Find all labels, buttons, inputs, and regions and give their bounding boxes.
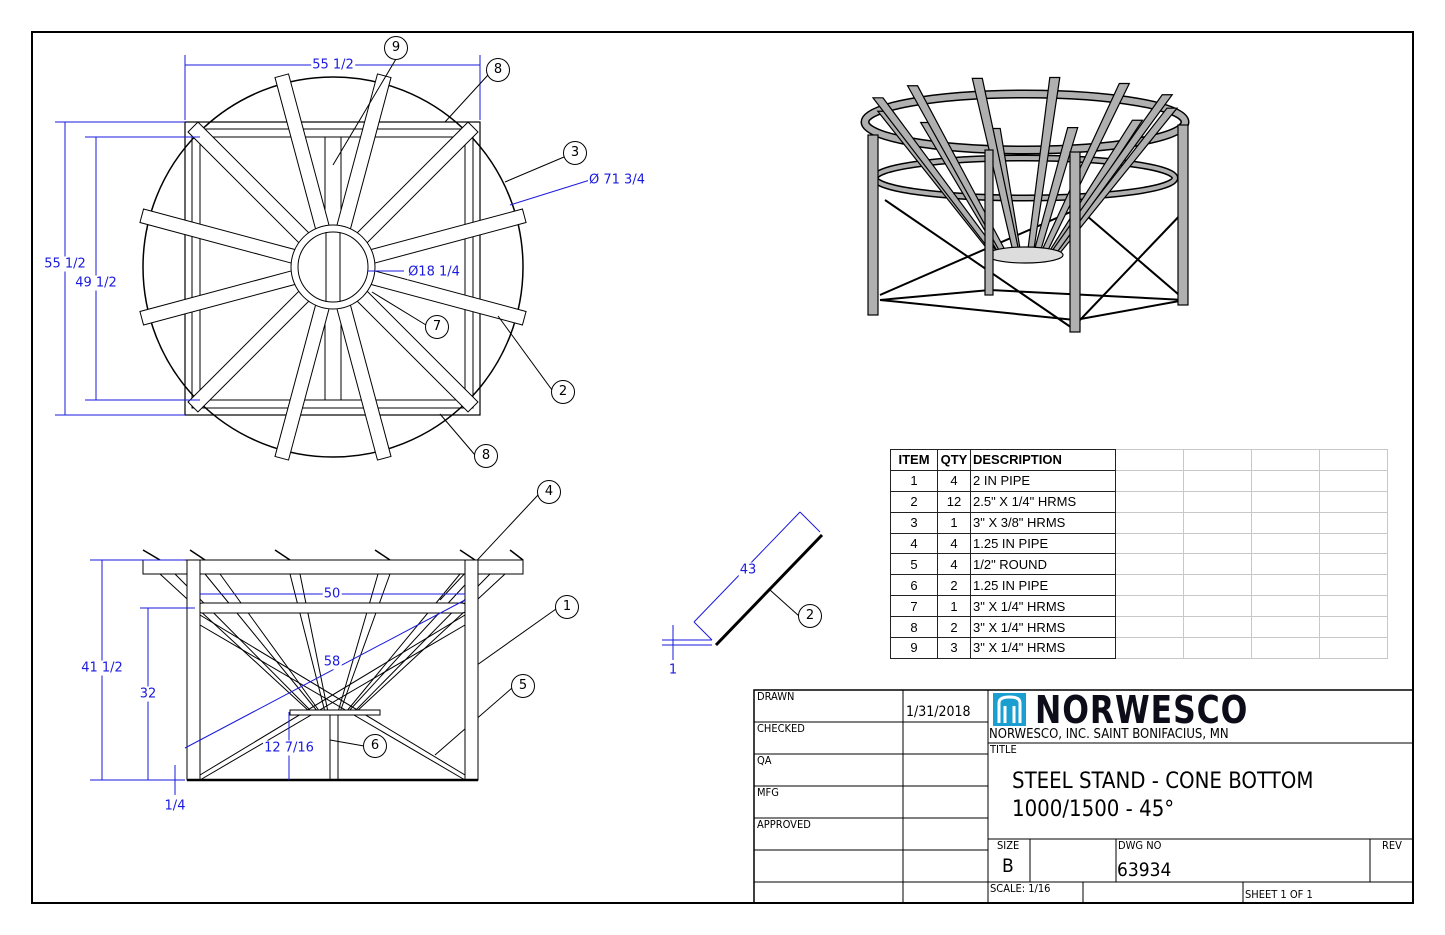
isometric-view (865, 78, 1188, 332)
bom-cell-desc: 1.25 IN PIPE (971, 575, 1116, 596)
bom-cell-qty: 3 (938, 638, 971, 659)
dim-ring-diameter: Ø 71 3/4 (589, 172, 645, 188)
bom-cell-qty: 12 (938, 491, 971, 512)
bom-cell-qty: 2 (938, 575, 971, 596)
balloon-2: 2 (798, 604, 822, 628)
dwg-no-label: DWG NO (1118, 839, 1162, 852)
dim-diagonal: 58 (323, 654, 341, 670)
bom-cell-qty: 4 (938, 470, 971, 491)
bom-cell-item: 8 (891, 617, 938, 638)
bill-of-materials (890, 449, 1388, 659)
bom-cell-desc: 3" X 1/4" HRMS (971, 596, 1116, 617)
bom-cell-desc: 1.25 IN PIPE (971, 533, 1116, 554)
balloon-4: 4 (537, 480, 561, 504)
bom-header-item: ITEM (891, 450, 938, 471)
bom-row (891, 470, 1388, 491)
drawing-title-line2: 1000/1500 - 45° (1012, 797, 1175, 822)
qa-label: QA (757, 754, 772, 767)
detail-view (662, 512, 822, 660)
drawn-date: 1/31/2018 (906, 704, 971, 720)
dim-plate-thickness: 1/4 (164, 798, 186, 814)
balloon-3: 3 (563, 141, 587, 165)
bom-header-qty: QTY (938, 450, 971, 471)
title-label: TITLE (990, 743, 1017, 756)
iso-spoke (972, 78, 1018, 249)
bom-row (891, 596, 1388, 617)
dim-square-height: 55 1/2 (44, 256, 86, 272)
bom-cell-item: 2 (891, 491, 938, 512)
norwesco-logo-mark (993, 693, 1026, 726)
approved-label: APPROVED (757, 818, 811, 831)
bom-cell-item: 5 (891, 554, 938, 575)
bom-cell-desc: 3" X 3/8" HRMS (971, 512, 1116, 533)
balloon-8: 8 (474, 444, 498, 468)
bom-cell-qty: 4 (938, 554, 971, 575)
bom-cell-desc: 1/2" ROUND (971, 554, 1116, 575)
drawn-label: DRAWN (757, 690, 795, 703)
bom-row (891, 554, 1388, 575)
dim-spoke-length: 43 (739, 562, 757, 578)
dim-ring-height: 32 (139, 686, 157, 702)
bom-cell-desc: 3" X 1/4" HRMS (971, 617, 1116, 638)
bom-cell-qty: 1 (938, 512, 971, 533)
bom-row (891, 617, 1388, 638)
bom-cell-item: 4 (891, 533, 938, 554)
company-address: NORWESCO, INC. SAINT BONIFACIUS, MN (989, 727, 1229, 742)
dim-inner-height: 49 1/2 (75, 275, 117, 291)
dim-square-width: 55 1/2 (312, 57, 354, 73)
top-view (140, 74, 526, 460)
bom-cell-desc: 2.5" X 1/4" HRMS (971, 491, 1116, 512)
mfg-label: MFG (757, 786, 779, 799)
bom-row (891, 491, 1388, 512)
balloon-2: 2 (551, 380, 575, 404)
dim-hub-diameter: Ø18 1/4 (408, 264, 460, 280)
dwg-no: 63934 (1117, 859, 1172, 881)
rev-label: REV (1382, 839, 1402, 852)
bom-header-row (891, 450, 1388, 471)
bom-cell-item: 1 (891, 470, 938, 491)
checked-label: CHECKED (757, 722, 805, 735)
bom-cell-desc: 3" X 1/4" HRMS (971, 638, 1116, 659)
dim-overall-height: 41 1/2 (81, 660, 123, 676)
dim-spoke-thickness: 1 (668, 662, 678, 678)
balloon-8: 8 (486, 58, 510, 82)
company-logo-text: NORWESCO (1035, 688, 1249, 732)
bom-header-description: DESCRIPTION (971, 450, 1116, 471)
size-label: SIZE (997, 839, 1020, 852)
bom-row (891, 512, 1388, 533)
bom-cell-item: 6 (891, 575, 938, 596)
sheet-number: SHEET 1 OF 1 (1245, 888, 1313, 901)
balloon-9: 9 (384, 36, 408, 60)
bom-cell-qty: 4 (938, 533, 971, 554)
bom-row (891, 575, 1388, 596)
size-value: B (1002, 855, 1014, 877)
balloon-6: 6 (363, 734, 387, 758)
bom-cell-item: 7 (891, 596, 938, 617)
balloon-5: 5 (511, 674, 535, 698)
bom-cell-qty: 1 (938, 596, 971, 617)
bom-cell-desc: 2 IN PIPE (971, 470, 1116, 491)
scale: SCALE: 1/16 (990, 882, 1051, 895)
drawing-title-line1: STEEL STAND - CONE BOTTOM (1012, 769, 1314, 794)
bom-cell-qty: 2 (938, 617, 971, 638)
balloon-1: 1 (555, 595, 579, 619)
bom-cell-item: 9 (891, 638, 938, 659)
dim-pipe-width: 50 (323, 586, 341, 602)
bom-cell-item: 3 (891, 512, 938, 533)
dim-hub-height: 12 7/16 (264, 740, 314, 756)
bom-row (891, 638, 1388, 659)
balloon-7: 7 (425, 315, 449, 339)
bom-row (891, 533, 1388, 554)
